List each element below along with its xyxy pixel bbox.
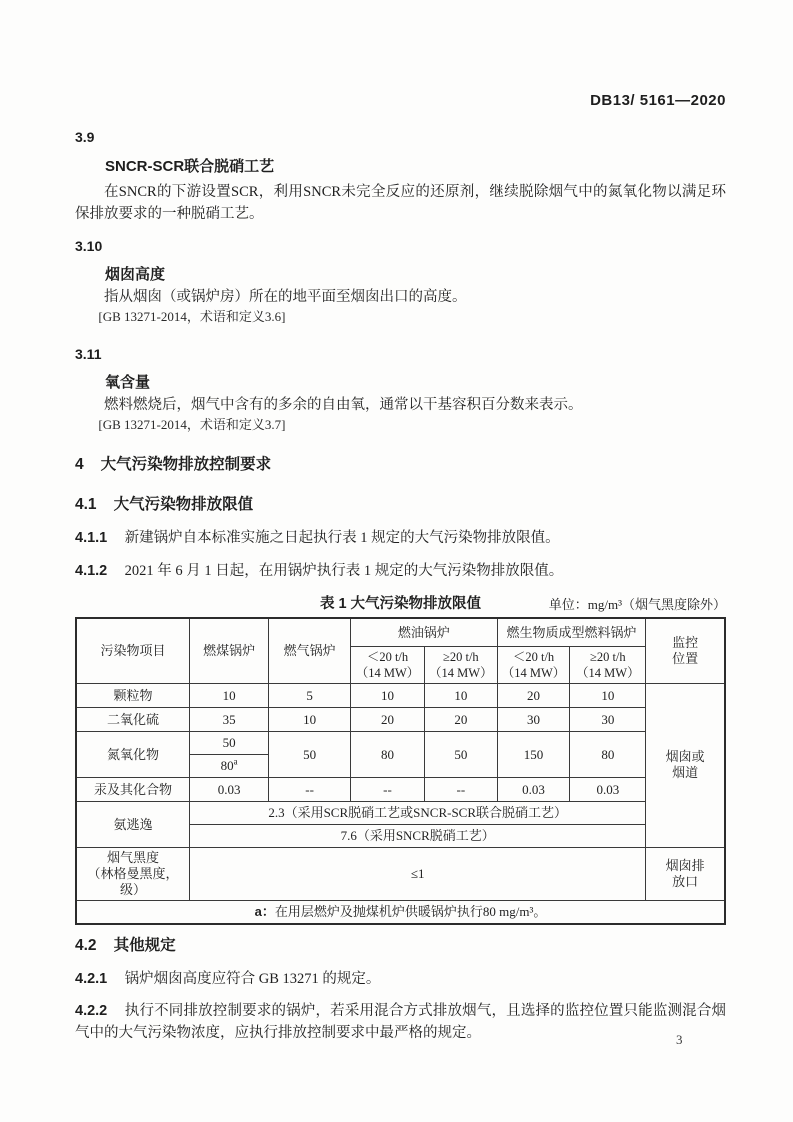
cell-particulate-gas: 5 [269,683,351,707]
cell-so2-name: 二氧化硫 [76,707,190,731]
table-footnote-label: a： [254,904,275,920]
th-monitoring-position [646,618,725,683]
clause-4-2-1-number: 4.2.1 [75,971,108,987]
cell-blackness-monitor-line2: 放口 [672,873,699,889]
row-blackness [76,847,725,900]
cell-nox-coal-lower [190,754,269,777]
cell-particulate-coal: 10 [190,683,269,707]
clause-3-11-source: [GB 13271-2014，术语和定义3.7] [98,417,286,432]
section-4-2-title: 其他规定 [113,937,176,954]
cell-so2-bio-lt20: 30 [497,707,570,731]
cell-blackness-monitor-line1: 烟囱排 [665,857,705,873]
row-mercury [76,777,725,801]
cell-nox-gas: 50 [269,731,351,777]
cell-so2-oil-ge20: 20 [424,707,497,731]
row-footnote [76,900,725,924]
clause-4-2-2 [75,1000,726,1044]
th-bio-ge20-line2: （14 MW） [576,665,640,680]
clause-4-1-1-text: 新建锅炉自本标准实施之日起执行表 1 规定的大气污染物排放限值。 [124,530,560,546]
cell-nox-bio-lt20: 150 [497,731,570,777]
row-particulate [76,683,725,707]
clause-4-1-2 [75,560,726,582]
section-4-1-number: 4.1 [75,496,97,513]
clause-4-1-1 [75,527,726,549]
clause-3-9 [75,128,726,225]
clause-4-2-2-number: 4.2.2 [75,1003,108,1019]
row-so2 [76,707,725,731]
page-number: 3 [676,1032,683,1047]
clause-4-2-1-text: 锅炉烟囱高度应符合 GB 13271 的规定。 [124,971,381,987]
cell-ammonia-scr-limit: 2.3（采用SCR脱硝工艺或SNCR-SCR联合脱硝工艺） [190,801,646,824]
clause-3-10-definition: 指从烟囱（或锅炉房）所在的地平面至烟囱出口的高度。 [104,289,467,305]
section-4-heading [75,455,726,475]
emission-limits-table [75,617,726,925]
th-oil-lt20-line2: （14 MW） [355,665,420,680]
cell-nox-coal-upper: 50 [190,731,269,754]
cell-blackness-name-line1: 烟气黑度 [107,849,160,865]
cell-monitor-main-line1: 烟囱或 [665,749,705,764]
cell-ammonia-name: 氨逃逸 [76,801,190,847]
doc-number: DB13/ 5161—2020 [590,92,726,109]
th-biomass-boiler-group: 燃生物质成型燃料锅炉 [497,618,646,646]
th-pollutant: 污染物项目 [76,618,190,683]
clause-3-9-number: 3.9 [75,129,95,145]
cell-nox-coal-lower-value: 80 [220,758,234,773]
clause-4-2-2-text: 执行不同排放控制要求的锅炉，若采用混合方式排放烟气，且选择的监控位置只能监测混合烟气中的大气污染物浓度，应执行排放控制要求中最严格的规定。 [75,1003,726,1041]
th-oil-ge20-line2: （14 MW） [429,665,493,680]
th-bio-ge20-line1: ≥20 t/h [589,649,626,664]
table-unit-note: 单位：mg/m³（烟气黑度除外） [548,597,726,612]
cell-nox-name: 氮氧化物 [76,731,190,777]
clause-4-1-2-number: 4.1.2 [75,563,108,579]
cell-blackness-monitor [646,847,725,900]
th-oil-ge20 [424,646,497,683]
th-bio-lt20-line1: ＜20 t/h [512,649,555,664]
th-monitoring-position-line2: 位置 [672,650,699,666]
th-bio-ge20 [570,646,646,683]
cell-particulate-bio-ge20: 10 [570,683,646,707]
cell-so2-oil-lt20: 20 [351,707,425,731]
cell-nox-oil-lt20: 80 [351,731,425,777]
cell-so2-bio-ge20: 30 [570,707,646,731]
th-oil-lt20-line1: ＜20 t/h [366,649,409,664]
clause-3-11-definition: 燃料燃烧后，烟气中含有的多余的自由氧，通常以干基容积百分数来表示。 [104,397,583,413]
th-gas-boiler: 燃气锅炉 [269,618,351,683]
table-header-group-row [76,618,725,646]
cell-so2-gas: 10 [269,707,351,731]
row-nox-upper [76,731,725,754]
cell-nox-bio-ge20: 80 [570,731,646,777]
section-4-1-title: 大气污染物排放限值 [113,496,254,513]
table-footnote-text: 在用层燃炉及抛煤机炉供暖锅炉执行80 mg/m³。 [274,904,547,920]
table-caption-row [75,594,726,614]
table-caption: 表 1 大气污染物排放限值 [319,596,482,612]
footnote-marker-a: a [233,756,238,767]
clause-3-11 [75,345,726,433]
section-4-number: 4 [75,456,84,473]
clause-4-2-1 [75,968,726,990]
table-footnote [76,900,725,924]
th-bio-lt20 [497,646,570,683]
th-oil-ge20-line1: ≥20 t/h [442,649,479,664]
cell-ammonia-sncr-limit: 7.6（采用SNCR脱硝工艺） [190,824,646,847]
clause-3-11-term: 氧含量 [105,374,151,391]
section-4-2-heading [75,936,726,956]
cell-mercury-coal: 0.03 [190,777,269,801]
th-oil-boiler-group: 燃油锅炉 [351,618,498,646]
cell-monitor-main [646,683,725,847]
cell-blackness-name [76,847,190,900]
cell-particulate-name: 颗粒物 [76,683,190,707]
cell-mercury-oil-ge20: -- [424,777,497,801]
section-4-title: 大气污染物排放控制要求 [100,456,272,473]
section-4-2-number: 4.2 [75,937,97,954]
cell-mercury-bio-lt20: 0.03 [497,777,570,801]
clause-3-10-source: [GB 13271-2014，术语和定义3.6] [98,309,286,324]
cell-particulate-oil-ge20: 10 [424,683,497,707]
section-4-1-heading [75,495,726,515]
clause-3-10-number: 3.10 [75,238,103,254]
th-coal-boiler: 燃煤锅炉 [190,618,269,683]
cell-mercury-oil-lt20: -- [351,777,425,801]
clause-3-10 [75,237,726,325]
clause-3-9-definition: 在SNCR的下游设置SCR，利用SNCR未完全反应的还原剂，继续脱除烟气中的氮氧化物以满足环保排放要求的一种脱硝工艺。 [75,184,726,222]
th-bio-lt20-line2: （14 MW） [501,665,566,680]
cell-nox-oil-ge20: 50 [424,731,497,777]
cell-mercury-gas: -- [269,777,351,801]
th-oil-lt20 [351,646,425,683]
cell-particulate-bio-lt20: 20 [497,683,570,707]
clause-3-10-term: 烟囱高度 [105,266,166,283]
th-monitoring-position-line1: 监控 [672,634,699,650]
clause-4-1-1-number: 4.1.1 [75,530,108,546]
cell-mercury-name: 汞及其化合物 [76,777,190,801]
row-ammonia-scr [76,801,725,824]
cell-so2-coal: 35 [190,707,269,731]
cell-blackness-value: ≤1 [190,847,646,900]
clause-4-1-2-text: 2021 年 6 月 1 日起，在用锅炉执行表 1 规定的大气污染物排放限值。 [124,563,564,579]
cell-blackness-name-line2: （林格曼黑度，级） [87,865,179,897]
cell-particulate-oil-lt20: 10 [351,683,425,707]
cell-mercury-bio-ge20: 0.03 [570,777,646,801]
clause-3-9-term: SNCR-SCR联合脱硝工艺 [105,158,275,175]
clause-3-11-number: 3.11 [75,346,102,362]
cell-monitor-main-line2: 烟道 [672,765,699,780]
